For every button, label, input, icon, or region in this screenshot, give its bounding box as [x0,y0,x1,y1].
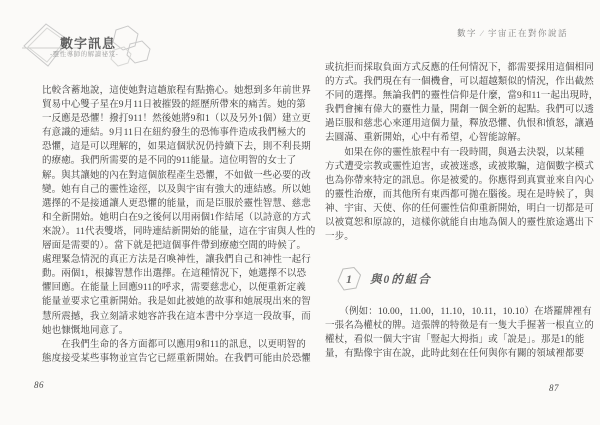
section-number: 1 [346,271,352,286]
page-number-right: 87 [549,383,559,393]
text-line: 的方式。我們現在有一個機會，可以超越類似的情況，作出截然 [325,77,594,88]
running-header-separator: ∕ [481,28,484,38]
text-line: 動。兩個1，根據智慧作出選擇。在這種情況下，她選擇不以恐 [42,269,307,280]
text-line: 過臣服和慈悲心來運用這個力量，釋放恐懼、仇恨和憤怒，讓過 [325,119,594,130]
running-header [457,27,568,39]
text-line: 解。與其讓她的內在對這個旅程產生恐懼，不如做一些必要的改 [42,170,311,181]
text-line: 比較含蓄地說，這使她對這趟旅程有點擔心。她想到多年前世界 [42,86,311,96]
text-line: 的療癒。我們所需要的是不同的911能量。這位明智的女士了 [42,156,297,167]
text-line: 一反應是恐懼！撥打911！然後她將9和1（以及另外1個）建立更 [42,114,311,125]
text-line: 慧所震撼，我立刻請求她容許我在這本書中分享這一段故事，而 [42,311,311,322]
text-line: 如果在你的靈性旅程中有一段時間，與過去決裂，以某種 [325,147,585,158]
left-page-text [42,84,316,366]
text-line: 方式遭受宗教或靈性迫害，或被迷惑，或被欺騙，這個數字模式 [325,161,594,172]
text-line: 來說）。11代表雙塔，同時連結新開始的能量，這在宇宙與人性的 [42,226,316,237]
section-number-badge [336,266,362,292]
text-line: 和全新開始。她明白在9之後何以用兩個1作結尾（以詩意的方式 [42,212,311,223]
running-header-title: 宇宙正在對你說話 [487,28,568,38]
text-line: 層面是需要的）。當下就是把這個事件帶到療癒空間的時候了。 [42,241,307,252]
text-line: 一張名為權杖的牌。這張牌的特徵是有一隻大手握著一根直立的 [325,321,594,332]
text-line: 以被寬恕和原諒的，這樣你就能自由地為個人的靈性旅途邁出下 [325,218,594,229]
text-line: 也為你帶來特定的訊息。你是被愛的。你應得到真實並來自內心 [325,175,594,186]
text-line: 去圓滿、重新開始，心中有希望，心智能諒解。 [325,133,527,144]
hexagon-ornament-icon [127,41,150,63]
text-line: 一步。 [325,232,354,243]
text-line: 能量並要求它重新開始。我是如此被她的故事和她展現出來的智 [42,297,311,308]
text-line: （例如：10.00，11.00，11.10，10.11，10.10）在塔羅牌裡有 [325,307,592,317]
hexagon-ornament-icon [113,26,138,50]
book-series-subtitle: -靈性導師的解讀祕笈- [50,51,119,58]
text-line: 貿易中心雙子星在9月11日被摧毀的經歷所帶來的痛苦。她的第 [42,100,306,111]
text-line: 在我們生命的各方面都可以應用9和11的訊息，以更明智的 [42,339,306,350]
text-line: 有意識的連結。9月11日在紐約發生的恐怖事件造成我們極大的 [42,128,306,139]
text-line: 權杖，看似一個大宇宙「豎起大拇指」或「說是」。那是1的能 [325,335,585,346]
text-line: 或抗拒而採取負面方式反應的任何情況下，都需要採用這個相同 [325,63,594,73]
text-line: 量，有點像宇宙在說，此時此刻在任何與你有關的領域裡都要 [325,349,585,360]
text-line: 她也慷慨地同意了。 [42,325,129,336]
text-line: 神、宇宙、天使、你的任何靈性信仰重新開始，明白一切都是可 [325,203,594,214]
right-page-text-block-1 [325,61,599,244]
text-line: 恐懼，這是可以理解的，如果這個狀況仍持續下去，則不利長期 [42,142,311,153]
text-line: 我們會擁有偉大的靈性力量，開創一個全新的起點。我們可以透 [325,105,594,116]
text-line: 懼回應。在能量上回應911的呼求，需要慈悲心，以便重新定義 [42,283,306,294]
text-line: 變。她有自己的靈性途徑，以及與宇宙有強大的連結感。所以她 [42,184,311,195]
text-line: 態度接受某些事物並宣告它已經重新開始。在我們可能由於恐懼 [42,353,311,364]
book-series-title: 數字訊息 [60,36,117,51]
page-number-left: 86 [34,380,44,390]
text-line: 選擇的不是接通讓人更恐懼的能量，而是臣服於靈性智慧、慈悲 [42,198,311,209]
text-line: 不同的選擇。無論我們的靈性信仰是什麼，當9和11一起出現時， [325,91,599,102]
section-title: 與0的組合 [370,274,432,286]
chapter-logo [20,20,160,72]
section-heading [336,266,432,292]
right-page-text-block-2 [325,305,594,361]
text-line: 處理緊急情況的真正方法是召喚神性，讓我們自己和神性一起行 [42,255,311,266]
running-header-chapter: 數字 [457,28,478,38]
text-line: 的靈性治療，而其他所有東西都可拋在腦後。現在是時候了，與 [325,189,594,200]
